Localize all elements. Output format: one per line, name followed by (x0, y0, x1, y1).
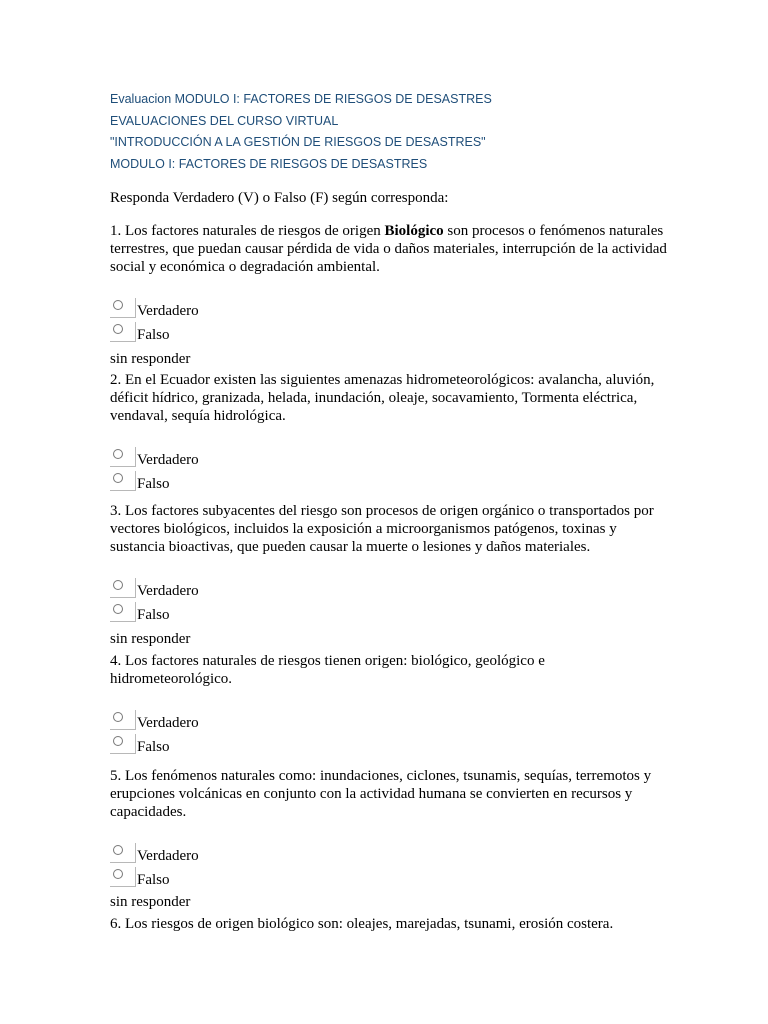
radio-circle-icon (113, 300, 123, 310)
question-text: 3. Los factores subyacentes del riesgo son procesos de origen orgánico o transportados por vectores biológicos, incluidos la exposición a microorganismos patógenos, toxinas y sustancia bioactivas, que pueden causar la muerte o lesiones y daños materiales. (110, 503, 654, 555)
radio-circle-icon (113, 869, 123, 879)
question-text: 1. Los factores naturales de riesgos de origen Biológico son procesos o fenómenos naturales terrestres, que puedan causar pérdida de vida o daños materiales, interrupción de la actividad social y económica o degradación ambiental. (110, 223, 667, 275)
option-verdadero[interactable] (110, 296, 670, 320)
answer-status: sin responder (110, 351, 191, 367)
option-label: Verdadero (137, 303, 199, 319)
option-label: Verdadero (137, 583, 199, 599)
radio-circle-icon (113, 712, 123, 722)
instruction-text: Responda Verdadero (V) o Falso (F) según corresponda: (110, 190, 449, 206)
question-2 (110, 371, 670, 493)
radio-button[interactable] (110, 710, 136, 730)
radio-button[interactable] (110, 298, 136, 318)
answer-options (110, 708, 670, 756)
radio-button[interactable] (110, 447, 136, 467)
radio-circle-icon (113, 473, 123, 483)
answer-status: sin responder (110, 894, 191, 910)
radio-button[interactable] (110, 867, 136, 887)
option-verdadero[interactable] (110, 708, 670, 732)
course-evaluations-title: EVALUACIONES DEL CURSO VIRTUAL (110, 113, 339, 128)
question-4 (110, 652, 670, 756)
option-falso[interactable] (110, 320, 670, 344)
option-label: Verdadero (137, 452, 199, 468)
bold-term: Biológico (384, 223, 444, 239)
answer-status: sin responder (110, 631, 191, 647)
radio-button[interactable] (110, 843, 136, 863)
option-label: Falso (137, 739, 170, 755)
course-name: "INTRODUCCIÓN A LA GESTIÓN DE RIESGOS DE DESASTRES" (110, 135, 486, 149)
question-1 (110, 222, 670, 368)
radio-circle-icon (113, 580, 123, 590)
radio-circle-icon (113, 736, 123, 746)
radio-button[interactable] (110, 602, 136, 622)
question-text: 2. En el Ecuador existen las siguientes amenazas hidrometeorológicos: avalancha, aluvión, déficit hídrico, granizada, helada, inundación, oleaje, socavamiento, Tormenta eléctrica, vendaval, sequía hidrológica. (110, 372, 655, 424)
option-falso[interactable] (110, 732, 670, 756)
radio-button[interactable] (110, 471, 136, 491)
radio-circle-icon (113, 604, 123, 614)
module-title: MODULO I: FACTORES DE RIESGOS DE DESASTRES (110, 156, 428, 171)
option-label: Verdadero (137, 848, 199, 864)
radio-button[interactable] (110, 734, 136, 754)
document-header (110, 89, 492, 175)
radio-button[interactable] (110, 322, 136, 342)
option-verdadero[interactable] (110, 841, 670, 865)
evaluation-title: Evaluacion MODULO I: FACTORES DE RIESGOS DE DESASTRES (110, 92, 492, 106)
question-5 (110, 767, 670, 911)
radio-button[interactable] (110, 578, 136, 598)
option-falso[interactable] (110, 600, 670, 624)
option-label: Verdadero (137, 715, 199, 731)
option-verdadero[interactable] (110, 576, 670, 600)
question-3 (110, 502, 670, 648)
radio-circle-icon (113, 845, 123, 855)
question-6 (110, 915, 670, 933)
option-label: Falso (137, 327, 170, 343)
answer-options (110, 841, 670, 889)
answer-options (110, 296, 670, 344)
option-label: Falso (137, 872, 170, 888)
question-text: 5. Los fenómenos naturales como: inundaciones, ciclones, tsunamis, sequías, terremotos y erupciones volcánicas en conjunto con la actividad humana se convierten en recursos y capacidades. (110, 768, 652, 820)
answer-options (110, 576, 670, 624)
radio-circle-icon (113, 449, 123, 459)
question-text: 4. Los factores naturales de riesgos tienen origen: biológico, geológico e hidrometeorológico. (110, 653, 545, 687)
option-falso[interactable] (110, 865, 670, 889)
option-label: Falso (137, 476, 170, 492)
option-label: Falso (137, 607, 170, 623)
answer-options (110, 445, 670, 493)
question-text: 6. Los riesgos de origen biológico son: oleajes, marejadas, tsunami, erosión costera. (110, 916, 614, 932)
option-falso[interactable] (110, 469, 670, 493)
option-verdadero[interactable] (110, 445, 670, 469)
radio-circle-icon (113, 324, 123, 334)
